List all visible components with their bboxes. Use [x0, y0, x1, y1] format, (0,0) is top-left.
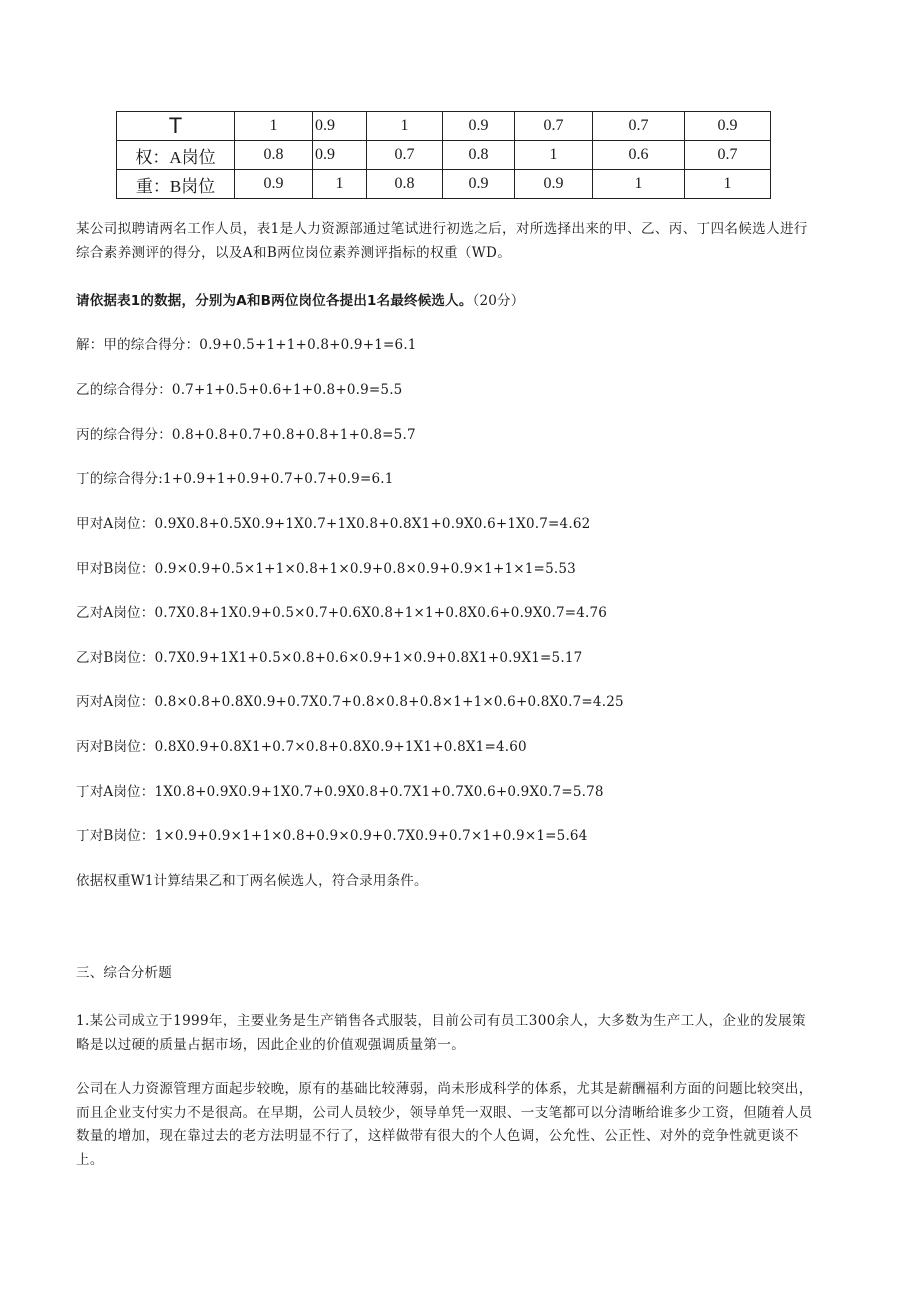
table-cell: 0.7 [515, 112, 593, 141]
intro-paragraph: 某公司拟聘请两名工作人员，表1是人力资源部通过笔试进行初选之后，对所选择出来的甲、乙、丙、丁四名候选人进行综合素养测评的得分，以及A和B两位岗位素养测评指标的权重（WD。 [76, 221, 808, 261]
solution-line: 乙的综合得分：0.7+1+0.5+0.6+1+0.8+0.9=5.5 [76, 382, 403, 398]
table-cell: 1 [367, 112, 443, 141]
question-score: （20分） [472, 293, 525, 309]
table-cell: 0.9 [313, 112, 367, 141]
table-cell: 0.8 [443, 141, 515, 170]
solution-line: 丙的综合得分：0.8+0.8+0.7+0.8+0.8+1+0.8=5.7 [76, 427, 416, 443]
case-paragraph-1: 1.某公司成立于1999年，主要业务是生产销售各式服装，目前公司有员工300余人，大多数为生产工人，企业的发展策略是以过硬的质量占据市场，因此企业的价值观强调质量第一。 [76, 1013, 806, 1053]
weights-table [116, 111, 771, 199]
solution-line: 乙对B岗位：0.7X0.9+1X1+0.5×0.8+0.6×0.9+1×0.9+0.8X1+0.9X1=5.17 [76, 650, 583, 666]
row-head: 权：A岗位 [117, 141, 235, 170]
table-row [117, 141, 771, 170]
table-cell: 0.9 [235, 170, 313, 199]
solution-line: 丁对B岗位：1×0.9+0.9×1+1×0.8+0.9×0.9+0.7X0.9+0.7×1+0.9×1=5.64 [76, 828, 588, 844]
table-cell: 1 [515, 141, 593, 170]
table-cell: 0.9 [685, 112, 771, 141]
case-paragraph-2: 公司在人力资源管理方面起步较晚，原有的基础比较薄弱，尚未形成科学的体系，尤其是薪酬福利方面的问题比较突出，而且企业支付实力不是很高。在早期，公司人员较少，领导单凭一双眼、一支笔都可以分清晰给谁多少工资，但随着人员数量的增加，现在靠过去的老方法明显不行了，这样做带有很大的个人色调，公允性、公正性、对外的竞争性就更谈不上。 [76, 1081, 813, 1168]
solution-line: 丁对A岗位：1X0.8+0.9X0.9+1X0.7+0.9X0.8+0.7X1+0.7X0.6+0.9X0.7=5.78 [76, 784, 604, 800]
table-cell: 0.7 [593, 112, 685, 141]
solution-line: 丁的综合得分:1+0.9+1+0.9+0.7+0.7+0.9=6.1 [76, 471, 394, 487]
table-cell: 1 [235, 112, 313, 141]
row-head: T [117, 112, 235, 141]
question-text: 请依据表1的数据，分别为A和B两位岗位各提出1名最终候选人。 [76, 293, 473, 309]
conclusion-line: 依据权重W1计算结果乙和丁两名候选人，符合录用条件。 [76, 873, 428, 889]
table-cell: 0.6 [593, 141, 685, 170]
table-row [117, 170, 771, 199]
solution-line: 乙对A岗位：0.7X0.8+1X0.9+0.5×0.7+0.6X0.8+1×1+0.8X0.6+0.9X0.7=4.76 [76, 605, 608, 621]
section-heading: 三、综合分析题 [76, 965, 172, 981]
table-cell: 1 [685, 170, 771, 199]
solution-line: 丙对A岗位：0.8×0.8+0.8X0.9+0.7X0.7+0.8×0.8+0.8×1+1×0.6+0.8X0.7=4.25 [76, 694, 624, 710]
solution-line: 甲对B岗位：0.9×0.9+0.5×1+1×0.8+1×0.9+0.8×0.9+0.9×1+1×1=5.53 [76, 561, 576, 577]
table-cell: 0.8 [367, 170, 443, 199]
solution-line: 甲对A岗位：0.9X0.8+0.5X0.9+1X0.7+1X0.8+0.8X1+0.9X0.6+1X0.7=4.62 [76, 516, 591, 532]
table-cell: 0.8 [235, 141, 313, 170]
table-row [117, 112, 771, 141]
solution-line: 解：甲的综合得分：0.9+0.5+1+1+0.8+0.9+1=6.1 [76, 337, 417, 353]
solution-line: 丙对B岗位：0.8X0.9+0.8X1+0.7×0.8+0.8X0.9+1X1+0.8X1=4.60 [76, 739, 527, 755]
row-head: 重：B岗位 [117, 170, 235, 199]
table-cell: 0.9 [443, 112, 515, 141]
table-cell: 0.7 [685, 141, 771, 170]
table-cell: 0.7 [367, 141, 443, 170]
table-cell: 0.9 [443, 170, 515, 199]
table-cell: 1 [593, 170, 685, 199]
table-cell: 0.9 [313, 141, 367, 170]
table-cell: 0.9 [515, 170, 593, 199]
table-cell: 1 [313, 170, 367, 199]
question-line [76, 291, 524, 311]
